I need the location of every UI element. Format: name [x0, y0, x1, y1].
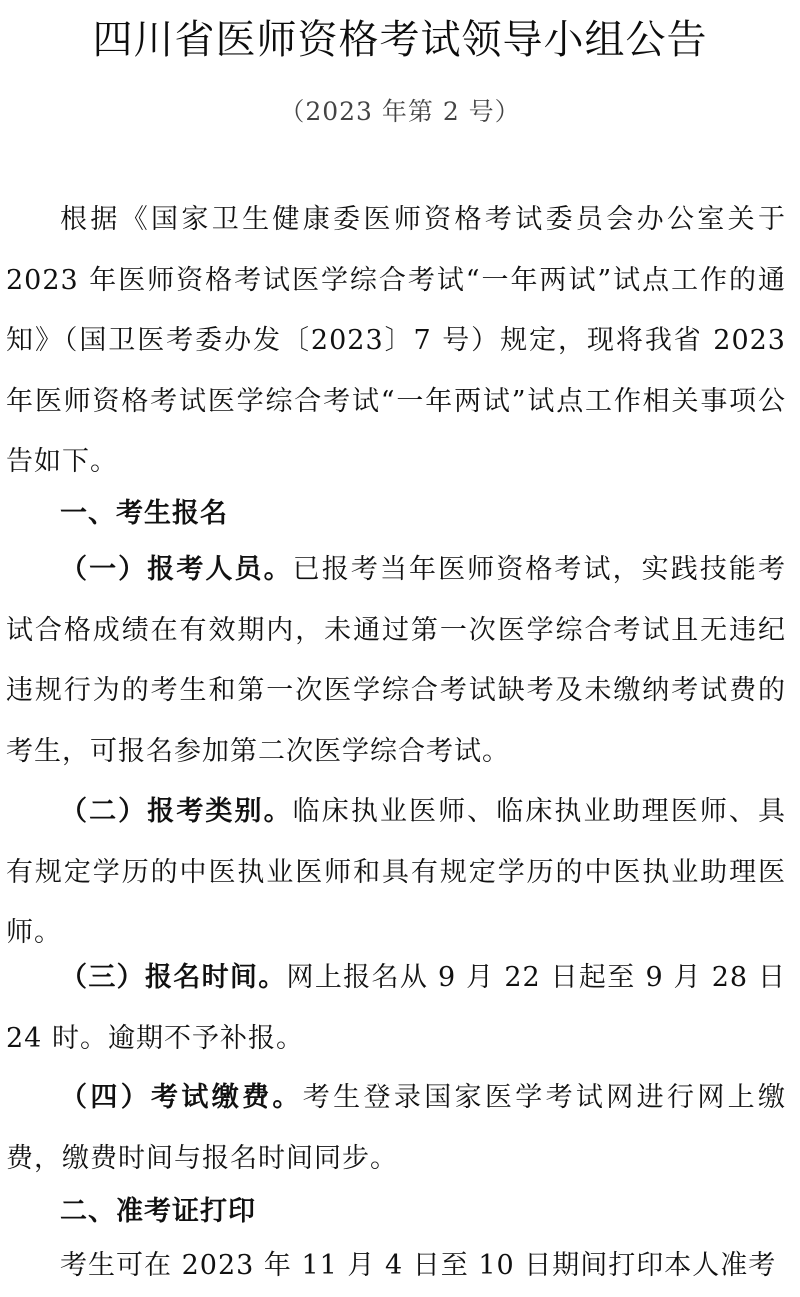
section-2-heading: 二、准考证打印 — [60, 1196, 256, 1227]
item-1-paragraph — [6, 540, 786, 782]
item-3-paragraph — [6, 948, 786, 1069]
document-title: 四川省医师资格考试领导小组公告 — [92, 17, 708, 63]
item-4-paragraph — [6, 1068, 786, 1189]
item-2-text: 临床执业医师、临床执业助理医师、具有规定学历的中医执业医师和具有规定学历的中医执业助理医师。 — [6, 796, 787, 948]
item-2-lead: （二）报考类别。 — [60, 796, 293, 827]
section-2-paragraph: 考生可在 2023 年 11 月 4 日至 10 日期间打印本人准考 — [60, 1250, 777, 1281]
item-4-lead: （四）考试缴费。 — [60, 1082, 303, 1113]
item-4-text: 考生登录国家医学考试网进行网上缴费，缴费时间与报名时间同步。 — [6, 1082, 787, 1174]
document-number: （2023 年第 2 号） — [279, 97, 521, 126]
intro-paragraph: 根据《国家卫生健康委医师资格考试委员会办公室关于2023 年医师资格考试医学综合考试“一年两试”试点工作的通知》（国卫医考委办发〔2023〕7 号）规定，现将我省 2023 年医师资格考试医学综合考试“一年两试”试点工作相关事项公告如下。 — [6, 204, 786, 477]
section-1-heading: 一、考生报名 — [60, 498, 228, 529]
item-3-lead: （三）报名时间。 — [60, 962, 287, 993]
item-2-paragraph — [6, 782, 786, 964]
item-3-text: 网上报名从 9 月 22 日起至 9 月 28 日24 时。逾期不予补报。 — [6, 962, 786, 1054]
item-1-text: 已报考当年医师资格考试，实践技能考试合格成绩在有效期内，未通过第一次医学综合考试且无违纪违规行为的考生和第一次医学综合考试缺考及未缴纳考试费的考生，可报名参加第二次医学综合考试。 — [6, 554, 787, 767]
item-1-lead: （一）报考人员。 — [60, 554, 293, 585]
